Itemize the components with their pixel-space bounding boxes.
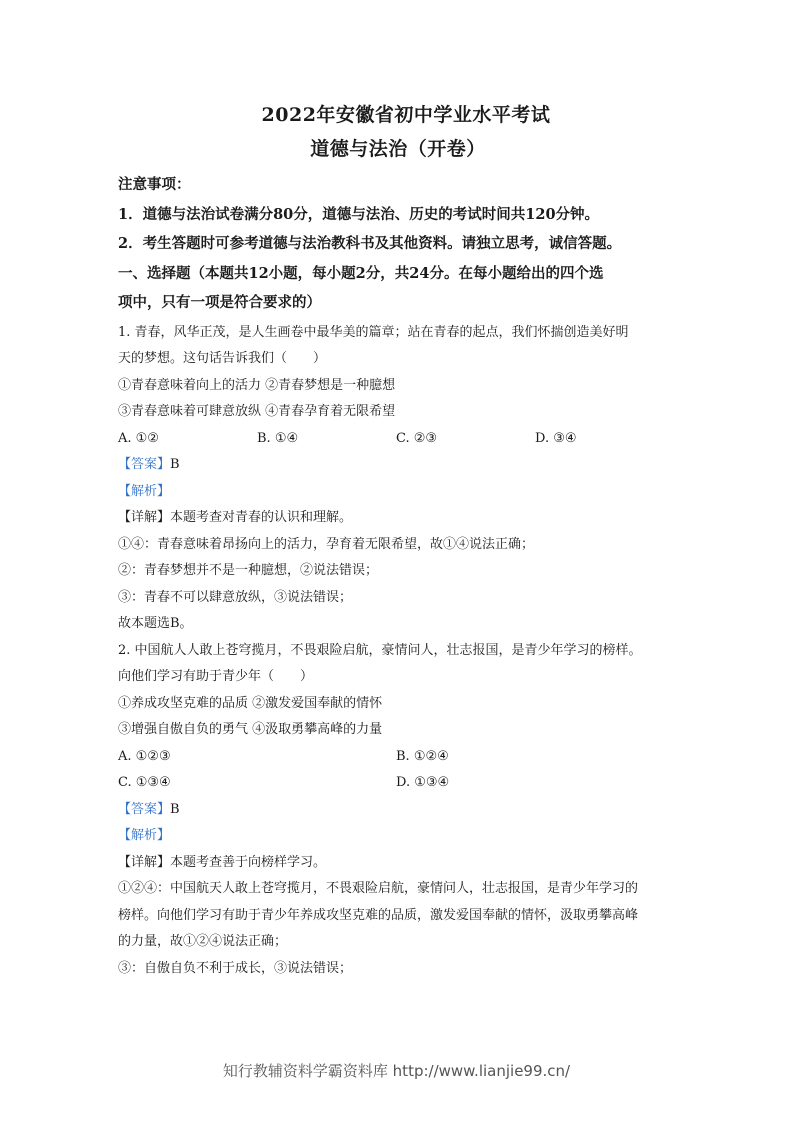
exam-page (118, 98, 674, 982)
q2-options-row1 (118, 744, 674, 771)
q2-answer (118, 797, 674, 824)
q1-detail-intro: 本题考查对青春的认识和理解。 (170, 510, 353, 525)
q2-answer-value: B (170, 801, 180, 817)
notes-heading: 注意事项： (118, 176, 191, 193)
q1-answer-value: B (170, 457, 180, 472)
q1-items-line1: ①青春意味着向上的活力 ②青春梦想是一种臆想 (118, 377, 396, 393)
q1-option-c: C. ②③ (396, 430, 438, 446)
q2-detail-intro: 本题考查善于向榜样学习。 (170, 854, 327, 870)
exam-title: 2022年安徽省初中学业水平考试 (261, 104, 551, 126)
q1-detail-tag: 【详解】 (118, 510, 171, 525)
q2-option-d: D. ①③④ (396, 775, 450, 790)
q1-option-b: B. ①④ (257, 430, 299, 446)
q1-answer-tag: 【答案】 (118, 457, 171, 472)
q1-analysis-tag: 【解析】 (118, 483, 171, 499)
q2-stem-line1: 2. 中国航人人敢上苍穹揽月，不畏艰险启航，豪情问人，壮志报国，是青少年学习的榜样。 (118, 642, 642, 658)
q1-items-line2: ③青春意味着可肆意放纵 ④青春孕育着无限希望 (118, 404, 396, 419)
q1-analysis-line: 故本题选B。 (118, 616, 193, 631)
q1-option-d: D. ③④ (535, 430, 577, 446)
q2-option-a: A. ①②③ (118, 748, 171, 764)
section-1-heading-line1: 一、选择题（本题共12小题，每小题2分，共24分。在每小题给出的四个选 (118, 264, 604, 282)
q2-detail (118, 850, 674, 877)
exam-subtitle: 道德与法治（开卷） (310, 138, 486, 160)
q1-analysis-line: ②：青春梦想并不是一种臆想，②说法错误； (118, 563, 379, 578)
q1-stem-line1: 1. 青春，风华正茂，是人生画卷中最华美的篇章；站在青春的起点，我们怀揣创造美好明 (118, 324, 629, 340)
q1-option-a: A. ①② (118, 430, 159, 446)
q1-analysis-line: ①④：青春意味着昂扬向上的活力，孕育着无限希望，故①④说法正确； (118, 536, 535, 552)
q1-detail (118, 505, 674, 532)
footer-watermark: 知行教辅资料学霸资料库 http://www.lianjie99.cn/ (222, 1062, 571, 1080)
q1-analysis-line: ③：青春不可以肆意放纵，③说法错误； (118, 589, 353, 605)
q2-analysis-line: 榜样。向他们学习有助于青少年养成攻坚克难的品质，激发爱国奉献的情怀，汲取勇攀高峰 (118, 907, 639, 923)
q2-option-b: B. ①②④ (396, 748, 449, 764)
q2-option-c: C. ①③④ (118, 775, 171, 790)
q2-items-line1: ①养成攻坚克难的品质 ②激发爱国奉献的情怀 (118, 695, 383, 711)
q2-analysis-tag: 【解析】 (118, 828, 171, 843)
q2-answer-tag: 【答案】 (118, 801, 171, 817)
q2-analysis-line: ③：自傲自负不利于成长，③说法错误； (118, 960, 353, 976)
note-2: 2．考生答题时可参考道德与法治教科书及其他资料。请独立思考，诚信答题。 (118, 235, 622, 252)
q1-answer (118, 452, 674, 479)
q2-stem-line2: 向他们学习有助于青少年（ ） (118, 669, 314, 684)
q2-items-line2: ③增强自傲自负的勇气 ④汲取勇攀高峰的力量 (118, 722, 383, 737)
q1-stem-line2: 天的梦想。这句话告诉我们（ ） (118, 351, 327, 366)
q2-analysis-line: 的力量，故①②④说法正确； (118, 934, 288, 949)
q2-analysis-line: ①②④：中国航天人敢上苍穹揽月，不畏艰险启航，豪情问人，壮志报国，是青少年学习的 (118, 881, 639, 896)
q2-detail-tag: 【详解】 (118, 854, 171, 870)
note-1: 1．道德与法治试卷满分80分，道德与法治、历史的考试时间共120分钟。 (118, 205, 600, 223)
q2-options-row2 (118, 770, 674, 797)
section-1-heading-line2: 项中，只有一项是符合要求的） (118, 294, 321, 311)
q1-options (118, 426, 674, 453)
